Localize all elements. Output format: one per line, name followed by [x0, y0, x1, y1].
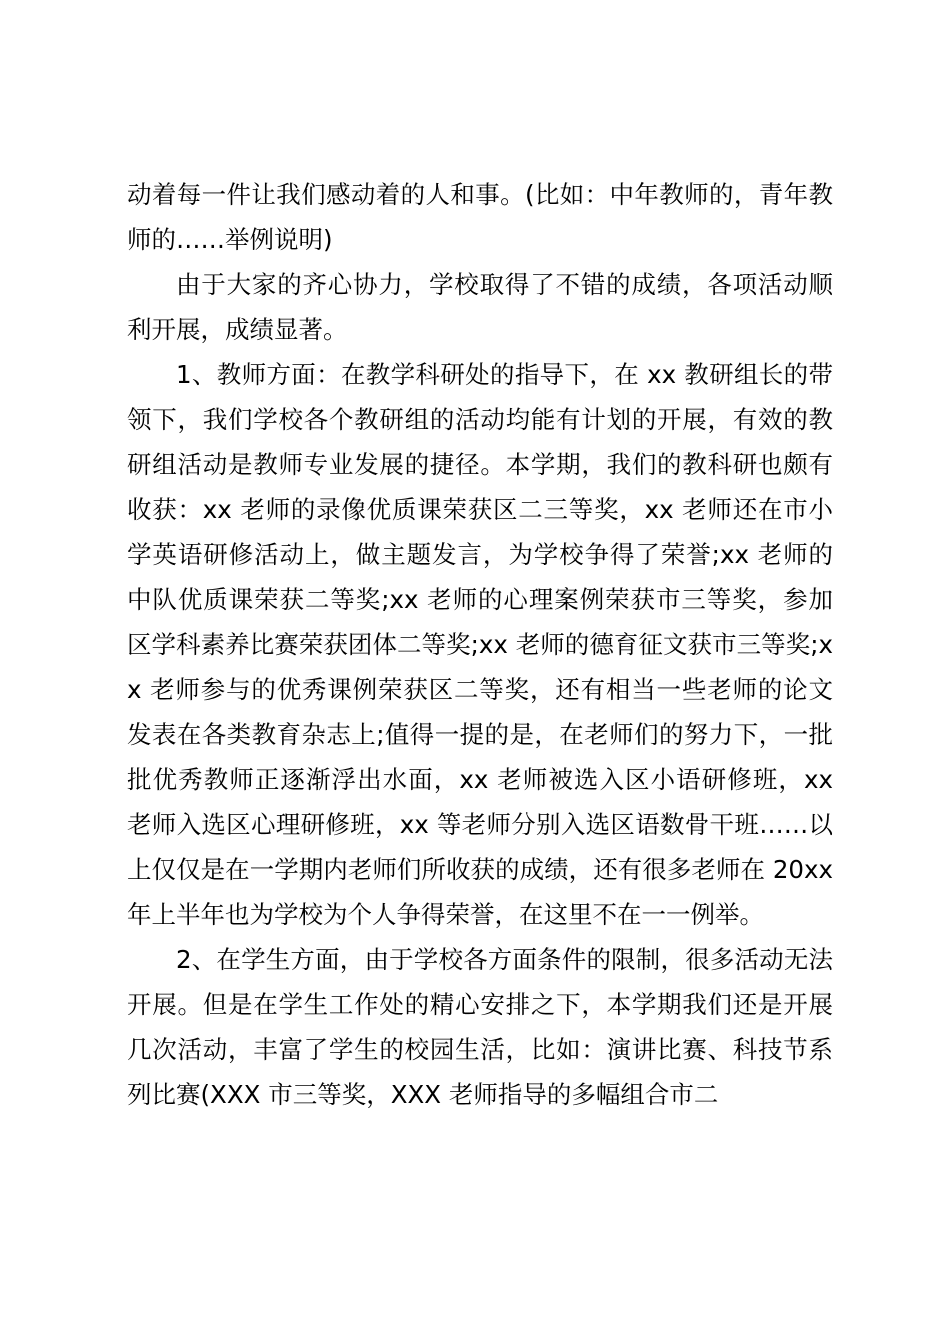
- paragraph-students: 2、在学生方面，由于学校各方面条件的限制，很多活动无法开展。但是在学生工作处的精心安排之下，本学期我们还是开展几次活动，丰富了学生的校园生活，比如：演讲比赛、科技节系列比赛(XXX 市三等奖，XXX 老师指导的多幅组合市二: [127, 945, 833, 1109]
- paragraph-teachers: 1、教师方面：在教学科研处的指导下，在 xx 教研组长的带领下，我们学校各个教研组的活动均能有计划的开展，有效的教研组活动是教师专业发展的捷径。本学期，我们的教科研也颇有收获：xx 老师的录像优质课荣获区二三等奖，xx 老师还在市小学英语研修活动上，做主题发言，为学校争得了荣誉;xx 老师的中队优质课荣获二等奖;xx 老师的心理案例荣获市三等奖，参加区学科素养比赛荣获团体二等奖;xx 老师的德育征文获市三等奖;xx 老师参与的优秀课例荣获区二等奖，还有相当一些老师的论文发表在各类教育杂志上;值得一提的是，在老师们的努力下，一批批优秀教师正逐渐浮出水面，xx 老师被选入区小语研修班，xx 老师入选区心理研修班，xx 等老师分别入选区语数骨干班……以上仅仅是在一学期内老师们所收获的成绩，还有很多老师在 20xx 年上半年也为学校为个人争得荣誉，在这里不在一一例举。: [127, 360, 833, 929]
- paragraph-continuation: 动着每一件让我们感动着的人和事。(比如：中年教师的，青年教师的……举例说明): [127, 180, 833, 254]
- paragraph-overview: 由于大家的齐心协力，学校取得了不错的成绩，各项活动顺利开展，成绩显著。: [127, 270, 833, 344]
- document-body: [127, 172, 833, 1117]
